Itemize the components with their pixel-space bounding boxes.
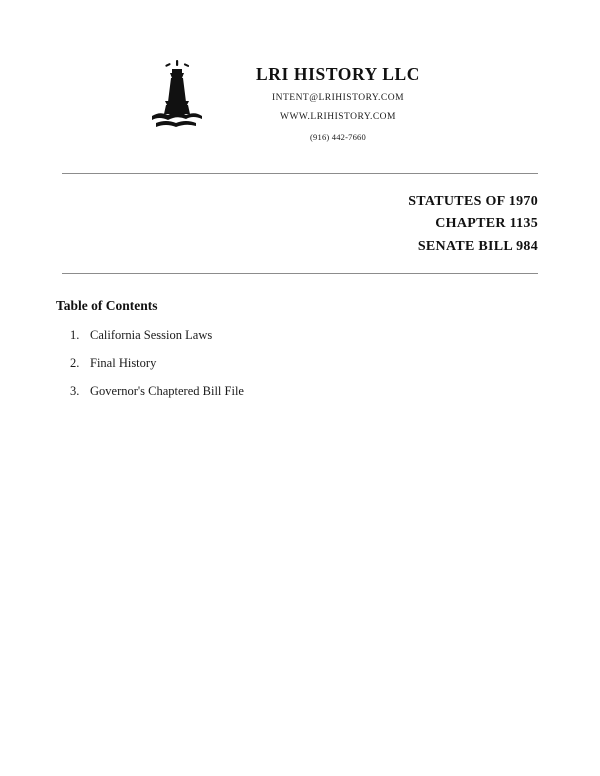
title-block (0, 174, 600, 259)
toc-item-number: 2. (70, 355, 80, 370)
company-name: LRI HISTORY LLC (256, 64, 420, 84)
letterhead-text (218, 58, 458, 143)
list-item[interactable] (56, 384, 538, 399)
toc-item-label: Final History (90, 355, 157, 370)
table-of-contents (0, 274, 600, 399)
list-item[interactable] (56, 328, 538, 343)
company-phone: (916) 442-7660 (310, 131, 366, 142)
toc-heading: Table of Contents (56, 297, 158, 313)
toc-item-number: 3. (70, 383, 80, 398)
list-item[interactable] (56, 356, 538, 371)
toc-item-label: California Session Laws (90, 327, 213, 342)
bill-number: SENATE BILL 984 (417, 239, 538, 255)
company-email: INTENT@LRIHISTORY.COM (271, 93, 405, 103)
chapter-number: CHAPTER 1135 (435, 216, 538, 232)
toc-list (56, 328, 538, 399)
company-website: WWW.LRIHISTORY.COM (280, 112, 396, 123)
lighthouse-icon (142, 58, 212, 130)
toc-item-number: 1. (70, 327, 80, 342)
toc-item-label: Governor's Chaptered Bill File (90, 383, 244, 398)
letterhead (0, 0, 600, 143)
statutes-year: STATUTES OF 1970 (408, 193, 538, 209)
